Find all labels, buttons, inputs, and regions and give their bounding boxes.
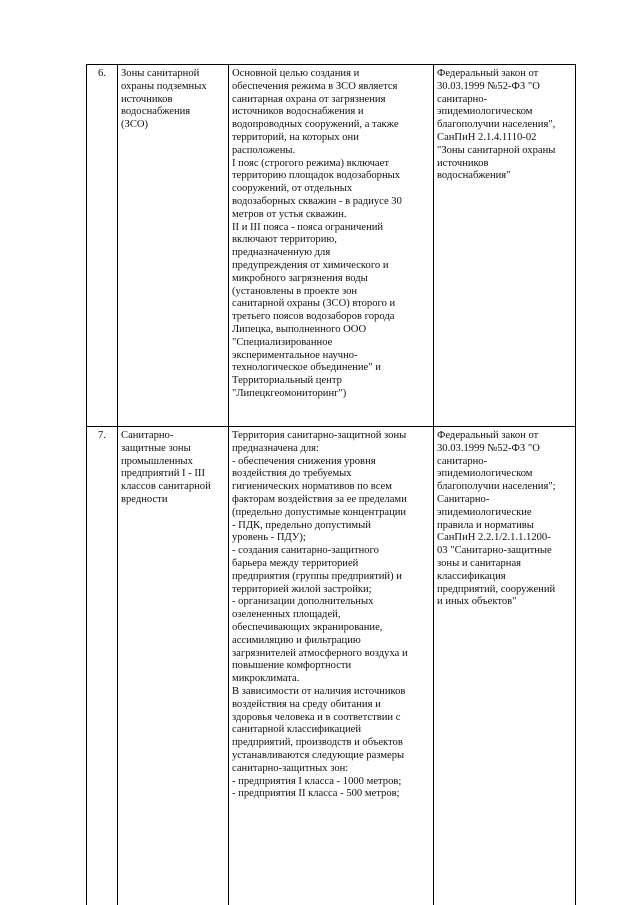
zone-name bbox=[121, 430, 225, 507]
text-line: территорию площадок водозаборных bbox=[232, 170, 401, 182]
text-line: вредности bbox=[121, 493, 168, 505]
text-line: санитарной классификацией bbox=[232, 724, 362, 736]
text-line: воздействия до требуемых bbox=[232, 468, 352, 480]
text-line: предприятия (группы предприятий) и bbox=[232, 570, 402, 582]
text-line: санитарно- bbox=[437, 93, 488, 105]
text-line: зоны и санитарная bbox=[437, 557, 522, 569]
text-line: предназначена для: bbox=[232, 442, 319, 454]
text-line: санитарной охраны (ЗСО) второго и bbox=[232, 298, 396, 310]
text-line: предприятий I - III bbox=[121, 468, 205, 480]
text-line: классификация bbox=[437, 570, 506, 582]
table-row bbox=[87, 65, 576, 427]
text-line: микроклимата. bbox=[232, 673, 300, 685]
text-line: загрязнителей атмосферного воздуха и bbox=[232, 647, 408, 659]
text-line: ассимиляцию и фильтрацию bbox=[232, 634, 361, 646]
text-line: водоснабжения" bbox=[437, 170, 511, 182]
zone-name bbox=[121, 68, 225, 132]
text-line: метров от устья скважин. bbox=[232, 208, 347, 220]
text-line: источников водоснабжения и bbox=[232, 106, 364, 118]
text-line: и иных объектов" bbox=[437, 596, 517, 608]
text-line: санитарно- bbox=[437, 455, 488, 467]
text-line: водозаборных скважин - в радиусе 30 bbox=[232, 195, 402, 207]
legal-basis bbox=[437, 68, 572, 183]
text-line: - предприятия II класса - 500 метров; bbox=[232, 788, 400, 800]
zone-name-cell bbox=[118, 427, 229, 905]
text-line: 03 "Санитарно-защитные bbox=[437, 545, 552, 557]
text-line: правила и нормативы bbox=[437, 519, 534, 531]
text-line: обеспечивающих экранирование, bbox=[232, 621, 383, 633]
text-line: "Липецкгеомониторинг") bbox=[232, 387, 347, 399]
text-line: технологическое объединение" и bbox=[232, 362, 381, 374]
legal-basis bbox=[437, 430, 572, 609]
text-line: Территория санитарно-защитной зоны bbox=[232, 430, 407, 441]
text-line: 30.03.1999 №52-ФЗ "О bbox=[437, 442, 540, 454]
text-line: - организации дополнительных bbox=[232, 596, 374, 608]
text-line: Основной целью создания и bbox=[232, 68, 360, 79]
text-line: предупреждения от химического и bbox=[232, 259, 389, 271]
text-line: (установлены в проекте зон bbox=[232, 285, 358, 297]
text-line: микробного загрязнения воды bbox=[232, 272, 368, 284]
zone-name-cell bbox=[118, 65, 229, 427]
text-line: эпидемиологическом bbox=[437, 106, 533, 118]
text-line: сооружений, от отдельных bbox=[232, 183, 353, 195]
purpose-cell bbox=[229, 65, 434, 427]
text-line: здоровья человека и в соответствии с bbox=[232, 711, 401, 723]
text-line: санитарная охрана от загрязнения bbox=[232, 93, 386, 105]
text-line: Федеральный закон от bbox=[437, 430, 539, 441]
text-line: благополучии населения"; bbox=[437, 481, 556, 493]
regulation-table bbox=[86, 64, 576, 905]
text-line: территорией жилой застройки; bbox=[232, 583, 372, 595]
text-line: обеспечения режима в ЗСО является bbox=[232, 80, 398, 92]
text-line: охраны подземных bbox=[121, 80, 207, 92]
text-line: повышение комфортности bbox=[232, 660, 352, 672]
text-line: уровень - ПДУ); bbox=[232, 532, 306, 544]
text-line: (предельно допустимые концентрации bbox=[232, 506, 407, 518]
text-line: гигиенических нормативов по всем bbox=[232, 481, 392, 493]
text-line: Зоны санитарной bbox=[121, 68, 200, 79]
row-number-cell bbox=[87, 427, 118, 905]
text-line: благополучии населения", bbox=[437, 119, 556, 131]
text-line: СанПиН 2.1.4.1110-02 bbox=[437, 131, 537, 143]
text-line: "Специализированное bbox=[232, 336, 333, 348]
text-line: источников bbox=[437, 157, 489, 169]
text-line: третьего поясов водозаборов города bbox=[232, 311, 395, 323]
text-line: Территориальный центр bbox=[232, 375, 342, 387]
text-line: промышленных bbox=[121, 455, 193, 467]
text-line: I пояс (строгого режима) включает bbox=[232, 157, 389, 169]
text-line: факторам воздействия за ее пределами bbox=[232, 493, 407, 505]
text-line: воздействия на среду обитания и bbox=[232, 698, 381, 710]
text-line: (ЗСО) bbox=[121, 119, 149, 131]
text-line: экспериментальное научно- bbox=[232, 349, 358, 361]
text-line: предназначенную для bbox=[232, 247, 331, 259]
table-row bbox=[87, 427, 576, 905]
text-line: - обеспечения снижения уровня bbox=[232, 455, 376, 467]
legal-basis-cell bbox=[434, 427, 576, 905]
row-number-cell bbox=[87, 65, 118, 427]
text-line: включают территорию, bbox=[232, 234, 337, 246]
text-line: предприятий, сооружений bbox=[437, 583, 556, 595]
text-line: классов санитарной bbox=[121, 481, 211, 493]
zone-purpose bbox=[232, 68, 430, 401]
text-line: - создания санитарно-защитного bbox=[232, 545, 379, 557]
text-line: Липецка, выполненного ООО bbox=[232, 323, 367, 335]
text-line: озелененных площадей, bbox=[232, 609, 341, 621]
text-line: "Зоны санитарной охраны bbox=[437, 144, 556, 156]
text-line: территорий, на которых они bbox=[232, 131, 359, 143]
text-line: предприятий, производств и объектов bbox=[232, 737, 403, 749]
text-line: 30.03.1999 №52-ФЗ "О bbox=[437, 80, 540, 92]
row-number: 6. bbox=[98, 68, 106, 79]
purpose-cell bbox=[229, 427, 434, 905]
text-line: барьера между территорией bbox=[232, 557, 359, 569]
text-line: - предприятия I класса - 1000 метров; bbox=[232, 775, 402, 787]
text-line: водоснабжения bbox=[121, 106, 191, 118]
text-line: водопроводных сооружений, а также bbox=[232, 119, 399, 131]
text-line: Санитарно- bbox=[437, 493, 490, 505]
text-line: эпидемиологическом bbox=[437, 468, 533, 480]
text-line: Санитарно- bbox=[121, 430, 174, 441]
row-number: 7. bbox=[98, 430, 106, 441]
text-line: эпидемиологические bbox=[437, 506, 532, 518]
text-line: В зависимости от наличия источников bbox=[232, 685, 406, 697]
text-line: СанПиН 2.2.1/2.1.1.1200- bbox=[437, 532, 551, 544]
text-line: расположены. bbox=[232, 144, 296, 156]
zone-purpose bbox=[232, 430, 430, 801]
text-line: - ПДК, предельно допустимый bbox=[232, 519, 371, 531]
text-line: устанавливаются следующие размеры bbox=[232, 749, 405, 761]
text-line: санитарно-защитных зон: bbox=[232, 762, 349, 774]
text-line: Федеральный закон от bbox=[437, 68, 539, 79]
text-line: источников bbox=[121, 93, 173, 105]
text-line: защитные зоны bbox=[121, 442, 191, 454]
text-line: II и III пояса - пояса ограничений bbox=[232, 221, 384, 233]
legal-basis-cell bbox=[434, 65, 576, 427]
